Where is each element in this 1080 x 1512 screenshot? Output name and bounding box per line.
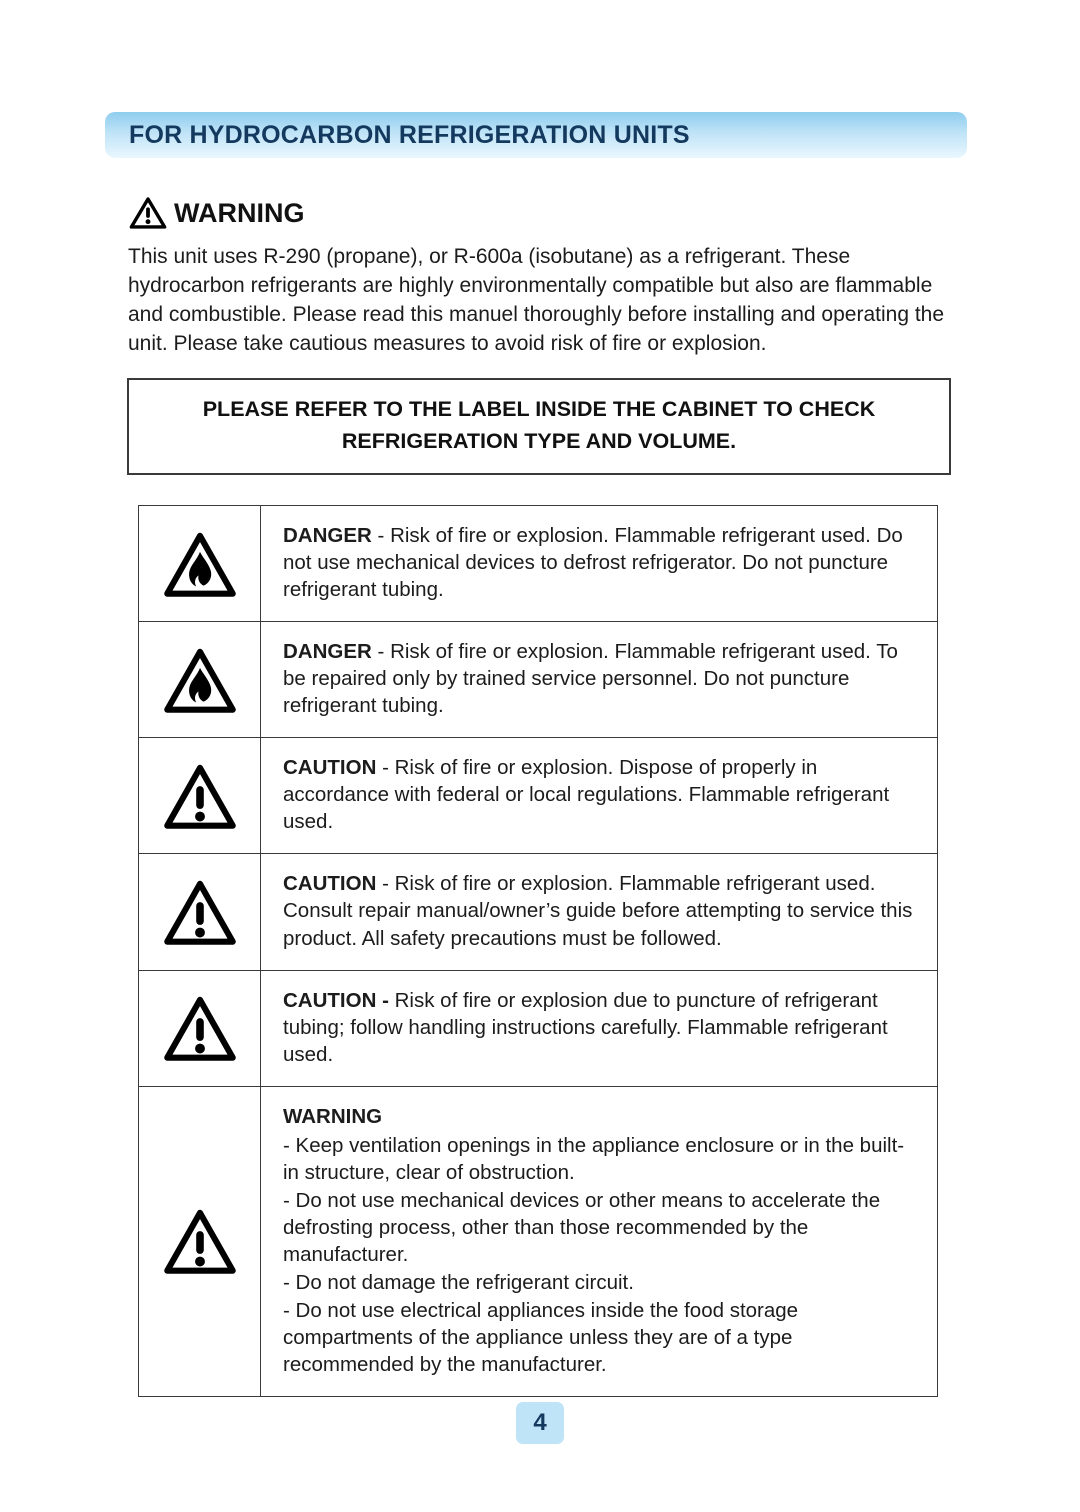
hazard-text: CAUTION - Risk of fire or explosion due to puncture of refrigerant tubing; follow handling instructions carefully. Flammable refrigerant used. [261, 970, 938, 1086]
hazard-text: DANGER - Risk of fire or explosion. Flammable refrigerant used. Do not use mechanical devices to defrost refrigerator. Do not puncture refrigerant tubing. [261, 506, 938, 622]
flame-triangle-icon [161, 645, 239, 715]
icon-cell [139, 506, 261, 622]
notice-box [127, 378, 951, 475]
hazard-label: DANGER [283, 640, 372, 664]
warning-item: - Do not damage the refrigerant circuit. [283, 1270, 634, 1294]
hazard-label: DANGER [283, 524, 372, 547]
warning-item: - Do not use mechanical devices or other means to accelerate the defrosting process, other than those recommended by the manufacturer. [283, 1188, 881, 1266]
exclamation-triangle-icon [161, 993, 239, 1063]
table-row [139, 738, 938, 854]
table-row [139, 854, 938, 970]
notice-line-2: REFRIGERATION TYPE AND VOLUME. [341, 429, 737, 454]
table-row [139, 970, 938, 1086]
hazard-text: CAUTION - Risk of fire or explosion. Flammable refrigerant used. Consult repair manual/owner’s guide before attempting to service this product. All safety precautions must be followed. [261, 854, 938, 970]
warning-triangle-icon [128, 196, 168, 230]
icon-cell [139, 622, 261, 738]
hazard-text [261, 1086, 938, 1396]
page-number-badge [516, 1402, 564, 1444]
exclamation-triangle-icon [161, 1206, 239, 1276]
icon-cell [139, 970, 261, 1086]
icon-cell [139, 738, 261, 854]
warning-label: WARNING [174, 197, 305, 228]
icon-cell [139, 854, 261, 970]
table-row [139, 622, 938, 738]
page-number: 4 [533, 1409, 547, 1436]
warning-item: - Do not use electrical appliances inside the food storage compartments of the appliance unless they are of a type recommended by the manufacturer. [283, 1299, 799, 1377]
notice-line-1: PLEASE REFER TO THE LABEL INSIDE THE CABINET TO CHECK [202, 397, 876, 421]
exclamation-triangle-icon [161, 761, 239, 831]
flame-triangle-icon [161, 529, 239, 599]
hazard-label: WARNING [283, 1104, 383, 1128]
section-header [105, 112, 967, 158]
hazard-text: CAUTION - Risk of fire or explosion. Dispose of properly in accordance with federal or local regulations. Flammable refrigerant used. [261, 738, 938, 854]
hazard-text: DANGER - Risk of fire or explosion. Flammable refrigerant used. To be repaired only by trained service personnel. Do not puncture refrigerant tubing. [261, 622, 938, 738]
warning-item: - Keep ventilation openings in the appliance enclosure or in the built-in structure, clear of obstruction. [283, 1133, 905, 1184]
exclamation-triangle-icon [161, 877, 239, 947]
icon-cell [139, 1086, 261, 1396]
hazard-label: CAUTION [283, 872, 377, 896]
warning-heading [128, 196, 305, 230]
intro-paragraph: This unit uses R-290 (propane), or R-600a (isobutane) as a refrigerant. These hydrocarbon refrigerants are highly environmentally compatible but also are flammable and combustible. Please read this manuel thoroughly before installing and operating the unit. Please take cautious measures to avoid risk of fire or explosion. [128, 245, 945, 355]
table-row [139, 1086, 938, 1396]
hazard-label: CAUTION [283, 756, 377, 780]
hazard-table [138, 505, 938, 1397]
hazard-label: CAUTION - [283, 988, 389, 1012]
section-title: FOR HYDROCARBON REFRIGERATION UNITS [129, 120, 690, 149]
table-row [139, 506, 938, 622]
